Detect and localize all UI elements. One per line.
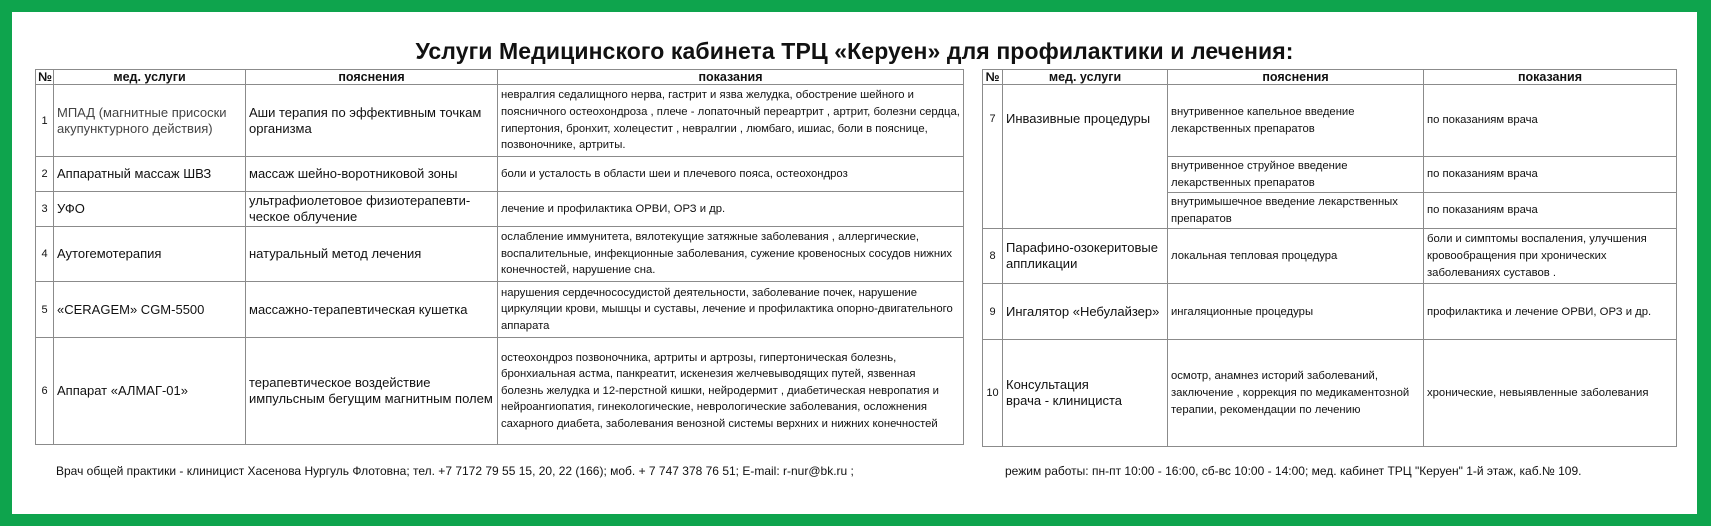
row-num: 4 — [36, 227, 54, 282]
row-service: Ингалятор «Небулайзер» — [1003, 284, 1168, 340]
table-row — [983, 340, 1677, 447]
table-header-row — [36, 70, 964, 85]
row-note: локальная тепловая процедура — [1168, 229, 1424, 284]
row-note: внутримышечное введение лекарственных препаратов — [1168, 193, 1424, 229]
row-num: 10 — [983, 340, 1003, 447]
row-note: массажно-терапевтическая кушетка — [246, 282, 498, 338]
header-note: пояснения — [246, 70, 498, 85]
doctor-contacts: Врач общей практики - клиницист Хасенова Нургуль Флотовна; тел. +7 7172 79 55 15, 20, 22 (166); моб. + 7 747 378 76 51; E-mail: r-nur@bk.ru ; — [56, 464, 854, 478]
row-service: УФО — [54, 192, 246, 227]
row-service: «CERAGEM» CGM-5500 — [54, 282, 246, 338]
row-num: 9 — [983, 284, 1003, 340]
table-row — [983, 229, 1677, 284]
row-num: 1 — [36, 85, 54, 157]
row-note: терапевтическое воздействие импульсным бегущим магнитным полем — [246, 338, 498, 445]
table-row — [983, 284, 1677, 340]
row-num: 8 — [983, 229, 1003, 284]
row-num: 3 — [36, 192, 54, 227]
row-note: внутривенное капельное введение лекарственных препаратов — [1168, 85, 1424, 157]
row-service: Аппаратный массаж ШВЗ — [54, 157, 246, 192]
services-table-left — [35, 69, 964, 445]
row-num: 2 — [36, 157, 54, 192]
row-note: осмотр, анамнез историй заболеваний, заключение , коррекция по медикаментозной терапии, рекомендации по лечению — [1168, 340, 1424, 447]
page-title: Услуги Медицинского кабинета ТРЦ «Керуен» для профилактики и лечения: — [415, 38, 1294, 64]
row-indication: лечение и профилактика ОРВИ, ОРЗ и др. — [498, 192, 964, 227]
row-indication: ослабление иммунитета, вялотекущие затяжные заболевания , аллергические, воспалительные, инфекционные заболевания, сужение кровеносных сосудов нижних конечностей, нарушение сна. — [498, 227, 964, 282]
row-indication: боли и усталость в области шеи и плечевого пояса, остеохондроз — [498, 157, 964, 192]
row-service: Консультация врача - клинициста — [1003, 340, 1168, 447]
row-note: ультрафиолетовое физиотерапевти-ческое облучение — [246, 192, 498, 227]
table-header-row — [983, 70, 1677, 85]
working-hours: режим работы: пн-пт 10:00 - 16:00, сб-вс 10:00 - 14:00; мед. кабинет ТРЦ "Керуен" 1-й этаж, каб.№ 109. — [1005, 464, 1582, 478]
row-note: Аши терапия по эффективным точкам организма — [246, 85, 498, 157]
table-row — [36, 338, 964, 445]
row-indication: по показаниям врача — [1424, 193, 1677, 229]
row-indication: боли и симптомы воспаления, улучшения кровообращения при хронических заболеваниях суставов . — [1424, 229, 1677, 284]
table-row — [36, 157, 964, 192]
row-note: натуральный метод лечения — [246, 227, 498, 282]
table-row — [36, 282, 964, 338]
row-indication: по показаниям врача — [1424, 85, 1677, 157]
row-num: 6 — [36, 338, 54, 445]
row-indication: профилактика и лечение ОРВИ, ОРЗ и др. — [1424, 284, 1677, 340]
table-row — [36, 227, 964, 282]
table-row — [983, 85, 1677, 157]
header-num: № — [36, 70, 54, 85]
row-note: ингаляционные процедуры — [1168, 284, 1424, 340]
services-table-right — [982, 69, 1677, 447]
row-service: Парафино-озокеритовые аппликации — [1003, 229, 1168, 284]
table-row — [36, 85, 964, 157]
row-indication: невралгия седалищного нерва, гастрит и язва желудка, обострение шейного и поясничного остеохондроза , плече - лопаточный переартрит , артрит, болезни сердца, гипертония, бронхит, холецестит , невралгии , люмбаго, ишиас, боли в пояснице, позвоночнике, артриты. — [498, 85, 964, 157]
header-service: мед. услуги — [1003, 70, 1168, 85]
row-service: Аутогемотерапия — [54, 227, 246, 282]
row-indication: по показаниям врача — [1424, 157, 1677, 193]
poster — [12, 12, 1697, 514]
header-note: пояснения — [1168, 70, 1424, 85]
row-num: 5 — [36, 282, 54, 338]
row-num: 7 — [983, 85, 1003, 229]
header-service: мед. услуги — [54, 70, 246, 85]
row-service: Инвазивные процедуры — [1003, 85, 1168, 229]
header-num: № — [983, 70, 1003, 85]
row-indication: хронические, невыявленные заболевания — [1424, 340, 1677, 447]
row-indication: нарушения сердечнососудистой деятельности, заболевание почек, нарушение циркуляции крови, мышцы и суставы, лечение и профилактика опорно-двигательного аппарата — [498, 282, 964, 338]
header-indication: показания — [498, 70, 964, 85]
header-indication: показания — [1424, 70, 1677, 85]
row-note: массаж шейно-воротниковой зоны — [246, 157, 498, 192]
row-note: внутривенное струйное введение лекарственных препаратов — [1168, 157, 1424, 193]
row-service: Аппарат «АЛМАГ-01» — [54, 338, 246, 445]
table-row — [36, 192, 964, 227]
row-service: МПАД (магнитные присоски акупунктурного действия) — [54, 85, 246, 157]
row-indication: остеохондроз позвоночника, артриты и артрозы, гипертоническая болезнь, бронхиальная астма, панкреатит, искенезия желчевыводящих путей, язвенная болезнь желудка и 12-перстной кишки, нейродермит , диабетическая невропатия и нейроангиопатия, гинекологические, неврологические заболевания, осложнения сахарного диабета, заболевания венозной системы верхних и нижних конечностей — [498, 338, 964, 445]
